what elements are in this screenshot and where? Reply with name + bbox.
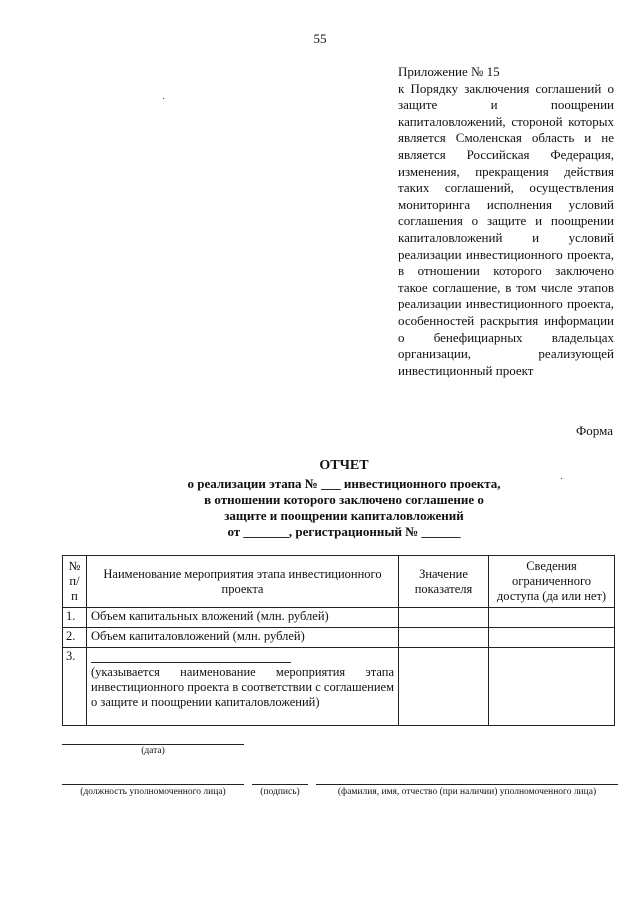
signature-line xyxy=(252,784,308,785)
table-row xyxy=(63,608,615,628)
position-line xyxy=(62,784,244,785)
report-subtitle-line-2: в отношении которого заключено соглашение о xyxy=(204,492,484,507)
scan-dot: · xyxy=(162,94,166,105)
report-title: ОТЧЕТ xyxy=(319,458,369,473)
header-num: № п/п xyxy=(63,556,87,608)
appendix-body: к Порядку заключения соглашений о защите и поощрении капиталовложений, стороной которых является Смоленская область и не является Российская Федерация, изменения, прекращения действия таких соглашений, осуществления мониторинга исполнения условий соглашения о защите и поощрении капиталовложений и условий реализации инвестиционного проекта, в отношении которого заключено такое соглашение, в том числе этапов реализации инвестиционного проекта, особенностей раскрытия информации о бенефициарных владельцах организации, реализующей инвестиционный проект xyxy=(398,80,614,378)
report-title-block xyxy=(0,458,640,540)
header-value: Значение показателя xyxy=(399,556,489,608)
row-name-cell xyxy=(87,648,399,726)
row-restricted xyxy=(489,648,615,726)
header-name: Наименование мероприятия этапа инвестиционного проекта xyxy=(87,556,399,608)
row-name: Объем капитальных вложений (млн. рублей) xyxy=(87,608,399,628)
report-table xyxy=(62,555,615,726)
fullname-line xyxy=(316,784,618,785)
blank-line xyxy=(91,649,291,663)
date-line xyxy=(62,744,244,745)
row-num: 2. xyxy=(63,628,87,648)
row-name: Объем капиталовложений (млн. рублей) xyxy=(87,628,399,648)
row-restricted xyxy=(489,608,615,628)
report-subtitle-line-1: о реализации этапа № ___ инвестиционного проекта, xyxy=(187,476,501,491)
row-name: (указывается наименование мероприятия этапа инвестиционного проекта в соответствии с соглашением о защите и поощрении капиталовложений) xyxy=(91,665,394,709)
row-value xyxy=(399,628,489,648)
row-value xyxy=(399,608,489,628)
row-restricted xyxy=(489,628,615,648)
row-num: 1. xyxy=(63,608,87,628)
report-subtitle-line-3: защите и поощрении капиталовложений xyxy=(224,508,464,523)
signature-label: (подпись) xyxy=(260,787,300,797)
table-row xyxy=(63,628,615,648)
row-value xyxy=(399,648,489,726)
appendix-block xyxy=(398,64,614,379)
fullname-label: (фамилия, имя, отчество (при наличии) уполномоченного лица) xyxy=(337,787,597,797)
table-header-row xyxy=(63,556,615,608)
form-label: Форма xyxy=(576,423,613,438)
position-label: (должность уполномоченного лица) xyxy=(80,787,226,797)
appendix-title: Приложение № 15 xyxy=(398,64,500,79)
header-restricted: Сведения ограниченного доступа (да или нет) xyxy=(489,556,615,608)
report-subtitle-line-4: от _______, регистрационный № ______ xyxy=(227,524,461,539)
page-number: 55 xyxy=(313,31,327,46)
row-num: 3. xyxy=(63,648,87,726)
date-label: (дата) xyxy=(141,746,165,756)
scan-dot: · xyxy=(560,474,564,485)
table-row xyxy=(63,648,615,726)
